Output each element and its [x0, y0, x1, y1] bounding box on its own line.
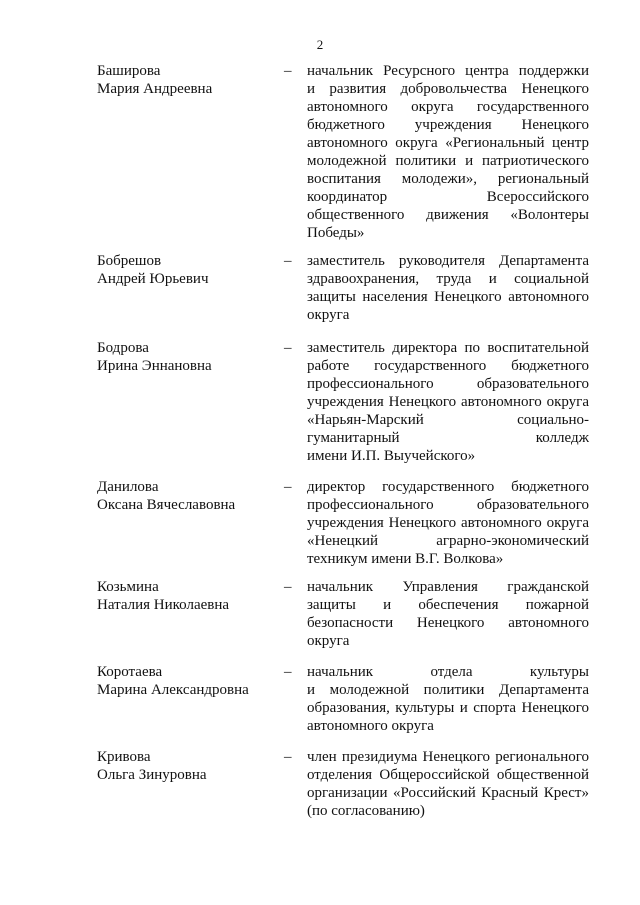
member-name	[97, 252, 277, 288]
member-surname: Козьмина	[97, 579, 159, 595]
member-position	[307, 748, 589, 820]
position-line: автономного округа	[307, 718, 434, 734]
position-line: начальник Ресурсного центра поддержки	[307, 63, 589, 79]
member-given-names: Мария Андреевна	[97, 81, 213, 97]
position-line: воспитания молодежи», региональный	[307, 171, 589, 187]
member-position	[307, 478, 589, 568]
position-line: здравоохранения, труда и социальной	[307, 271, 589, 287]
position-line: директор государственного бюджетного	[307, 479, 589, 495]
position-line: гуманитарный колледж	[307, 430, 589, 446]
member-position	[307, 578, 589, 650]
dash-separator: –	[284, 479, 292, 495]
position-line: автономного округа «Региональный центр	[307, 135, 589, 151]
member-surname: Бобрешов	[97, 253, 162, 269]
dash-separator: –	[284, 253, 292, 269]
member-given-names: Наталия Николаевна	[97, 597, 230, 613]
dash-separator: –	[284, 749, 292, 765]
position-line: учреждения Ненецкого автономного округа	[307, 515, 589, 531]
page-number: 2	[316, 37, 324, 52]
member-given-names: Ирина Эннановна	[97, 358, 212, 374]
dash-separator: –	[284, 579, 292, 595]
member-name	[97, 62, 277, 98]
member-surname: Данилова	[97, 479, 159, 495]
position-line: и развития добровольчества Ненецкого	[307, 81, 589, 97]
member-given-names: Марина Александровна	[97, 682, 249, 698]
member-surname: Коротаева	[97, 664, 163, 680]
position-line: безопасности Ненецкого автономного	[307, 615, 589, 631]
member-surname: Кривова	[97, 749, 151, 765]
member-name	[97, 478, 277, 514]
position-line: координатор Всероссийского	[307, 189, 589, 205]
position-line: защиты и обеспечения пожарной	[307, 597, 589, 613]
position-line: начальник Управления гражданской	[307, 579, 589, 595]
position-line: округа	[307, 633, 350, 649]
member-name	[97, 339, 277, 375]
member-surname: Бодрова	[97, 340, 149, 356]
position-line: защиты населения Ненецкого автономного	[307, 289, 589, 305]
position-line: начальник отдела культуры	[307, 664, 589, 680]
member-name	[97, 663, 277, 699]
position-line: член президиума Ненецкого регионального	[307, 749, 589, 765]
position-line: молодежной политики и патриотического	[307, 153, 589, 169]
dash-separator: –	[284, 664, 292, 680]
dash-separator: –	[284, 340, 292, 356]
member-surname: Баширова	[97, 63, 161, 79]
position-line: профессионального образовательного	[307, 497, 589, 513]
member-name	[97, 748, 277, 784]
position-line: отделения Общероссийской общественной	[307, 767, 589, 783]
position-line: округа	[307, 307, 350, 323]
position-line: общественного движения «Волонтеры	[307, 207, 589, 223]
position-line: «Нарьян-Марский социально-	[307, 412, 589, 428]
position-line: «Ненецкий аграрно-экономический	[307, 533, 589, 549]
position-line: заместитель директора по воспитательной	[307, 340, 589, 356]
position-line: Победы»	[307, 225, 365, 241]
member-position	[307, 339, 589, 465]
member-position	[307, 663, 589, 735]
member-given-names: Андрей Юрьевич	[97, 271, 209, 287]
member-position	[307, 62, 589, 242]
position-line: образования, культуры и спорта Ненецкого	[307, 700, 589, 716]
member-position	[307, 252, 589, 324]
position-line: и молодежной политики Департамента	[307, 682, 589, 698]
member-name	[97, 578, 277, 614]
position-line: бюджетного учреждения Ненецкого	[307, 117, 589, 133]
position-line: организации «Российский Красный Крест»	[307, 785, 589, 801]
position-line: техникум имени В.Г. Волкова»	[307, 551, 504, 567]
position-line: (по согласованию)	[307, 803, 425, 819]
position-line: автономного округа государственного	[307, 99, 589, 115]
position-line: работе государственного бюджетного	[307, 358, 589, 374]
dash-separator: –	[284, 63, 292, 79]
position-line: заместитель руководителя Департамента	[307, 253, 589, 269]
position-line: имени И.П. Выучейского»	[307, 448, 476, 464]
member-given-names: Ольга Зинуровна	[97, 767, 207, 783]
position-line: профессионального образовательного	[307, 376, 589, 392]
member-given-names: Оксана Вячеславовна	[97, 497, 236, 513]
position-line: учреждения Ненецкого автономного округа	[307, 394, 589, 410]
